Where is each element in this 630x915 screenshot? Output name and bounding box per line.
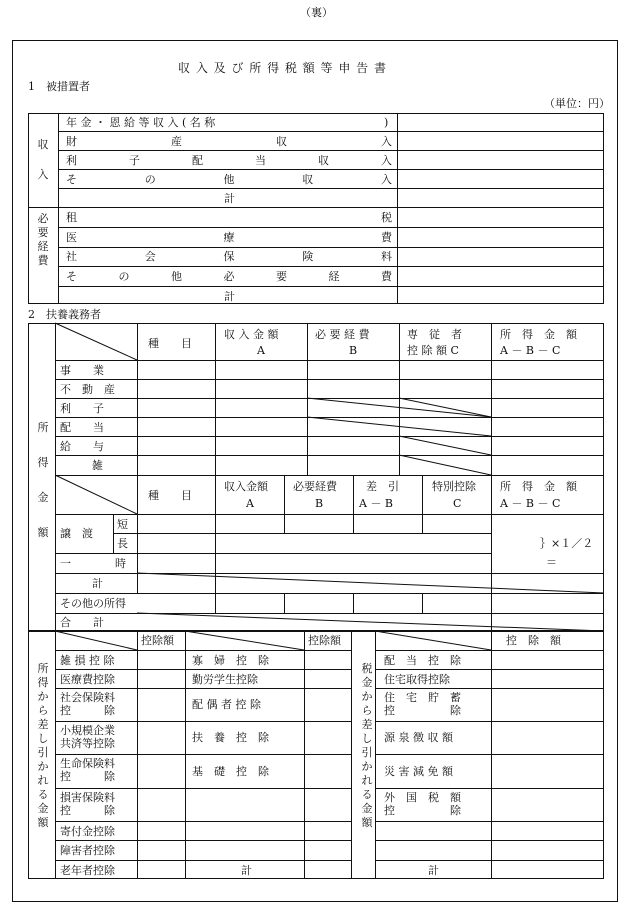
- equals-sign: ＝: [546, 556, 557, 569]
- social-insurance-label: 社 会 保 険 料: [66, 250, 392, 263]
- special-deduction-header: 特別控除: [432, 480, 476, 493]
- unit-label: （単位：円）: [544, 97, 610, 110]
- item-header-2: 種 目: [148, 489, 192, 502]
- income-total-header-2-sub: A － B － C: [500, 497, 561, 510]
- income-total-header-sub: A － B － C: [500, 344, 561, 357]
- foreign-tax-deduction: 外 国 税 額 控 除: [384, 791, 461, 817]
- expense-group-label: 必要経費: [37, 212, 49, 267]
- property-income-label: 財 産 収 入: [66, 135, 392, 148]
- difference-header: 差 引: [366, 480, 399, 493]
- special-deduction-header-sub: C: [453, 497, 462, 510]
- income-deduction-total: 計: [241, 864, 252, 877]
- income-total-label: 計: [224, 192, 235, 205]
- spouse-deduction: 配 偶 者 控 除: [192, 698, 261, 711]
- basic-deduction: 基 礎 控 除: [192, 765, 269, 778]
- income-total-header: 所 得 金 額: [500, 328, 577, 341]
- necessary-expense-header-2: 必要経費: [293, 480, 337, 493]
- income-deduction-group-label: 所得から差し引かれる金額: [37, 662, 49, 829]
- working-student-deduction: 勤労学生控除: [192, 673, 258, 686]
- form-title: 収 入 及 び 所 得 税 額 等 申 告 書: [178, 61, 387, 75]
- elderly-deduction: 老年者控除: [60, 864, 115, 877]
- employee-deduction-header: 専 従 者: [407, 328, 462, 341]
- reverse-side-mark: （裏）: [300, 6, 333, 19]
- employee-deduction-header-sub: 控 除 額 C: [407, 344, 459, 357]
- tax-deduction-total: 計: [428, 864, 439, 877]
- section2-heading: 2 扶養義務者: [28, 308, 101, 321]
- section2-table: [28, 323, 604, 631]
- row-business: 事 業: [60, 364, 104, 377]
- grand-total-label: 合 計: [60, 616, 104, 629]
- item-header: 種 目: [148, 337, 192, 350]
- necessary-expense-header: 必 要 経 費: [315, 328, 370, 341]
- long-term-label: 長: [117, 537, 128, 550]
- row-salary: 給 与: [60, 440, 104, 453]
- housing-savings-deduction: 住 宅 貯 蓄 控 除: [384, 691, 461, 717]
- withholding-tax: 源 泉 徴 収 額: [384, 731, 453, 744]
- short-term-label: 短: [117, 518, 128, 531]
- dependent-deduction: 扶 養 控 除: [192, 731, 269, 744]
- necessary-expense-header-sub: B: [349, 344, 358, 357]
- tax-label-right: 税: [381, 211, 392, 224]
- row-dividend: 配 当: [60, 421, 104, 434]
- necessary-expense-header-2-sub: B: [315, 497, 324, 510]
- income-amount-header-sub: A: [257, 344, 265, 357]
- deduction-amount-header-3: 控 除 額: [506, 634, 561, 647]
- tax-deduction-group-label: 税金から差し引かれる金額: [361, 662, 373, 829]
- dividend-deduction: 配 当 控 除: [384, 654, 461, 667]
- income-amount-header-2: 収入金額: [224, 480, 268, 493]
- casualty-loss-deduction: 雑 損 控 除: [60, 654, 115, 667]
- income-amount-group-label: 所得金額: [37, 421, 49, 539]
- income-group-label: 収入: [37, 138, 49, 181]
- disaster-relief: 災 害 減 免 額: [384, 765, 453, 778]
- row-interest: 利 子: [60, 402, 104, 415]
- half-note: ｝×１／２: [540, 537, 594, 550]
- small-enterprise-deduction: 小規模企業 共済等控除: [60, 724, 115, 750]
- medical-expense-label: 医 療 費: [66, 231, 392, 244]
- deduction-amount-header-2: 控除額: [308, 634, 341, 647]
- row-real-estate: 不 動 産: [60, 383, 115, 396]
- other-income-label: そ の 他 収 入: [66, 173, 392, 186]
- tax-label-left: 租: [66, 211, 77, 224]
- donation-deduction: 寄付金控除: [60, 825, 115, 838]
- life-insurance-deduction: 生命保険料 控 除: [60, 757, 115, 783]
- section1-heading: 1 被措置者: [28, 80, 90, 93]
- row-misc: 雑: [92, 459, 103, 472]
- subtotal-label: 計: [92, 577, 103, 590]
- other-expense-label: そ の 他 必 要 経 費: [66, 270, 392, 283]
- other-income-row-label: その他の所得: [60, 597, 126, 610]
- temporary-label: 一 時: [60, 557, 126, 570]
- widow-deduction: 寡 婦 控 除: [192, 654, 269, 667]
- disability-deduction: 障害者控除: [60, 844, 115, 857]
- casualty-insurance-deduction: 損害保険料 控 除: [60, 791, 115, 817]
- housing-acquisition-deduction: 住宅取得控除: [384, 673, 450, 686]
- interest-dividend-income-label: 利 子 配 当 収 入: [66, 154, 392, 167]
- social-insurance-deduction: 社会保険料 控 除: [60, 691, 115, 717]
- income-amount-header: 収 入 金 額: [224, 328, 279, 341]
- deduction-amount-header-1: 控除額: [141, 634, 174, 647]
- income-amount-header-2-sub: A: [246, 497, 254, 510]
- medical-deduction: 医療費控除: [60, 673, 115, 686]
- expense-total-label: 計: [224, 290, 235, 303]
- income-total-header-2: 所 得 金 額: [500, 480, 577, 493]
- pension-income-close: ): [384, 116, 389, 129]
- pension-income-label: 年 金 ・ 恩 給 等 収 入 ( 名 称: [66, 116, 216, 129]
- difference-header-sub: A － B: [359, 497, 394, 510]
- transfer-label: 譲 渡: [60, 527, 93, 540]
